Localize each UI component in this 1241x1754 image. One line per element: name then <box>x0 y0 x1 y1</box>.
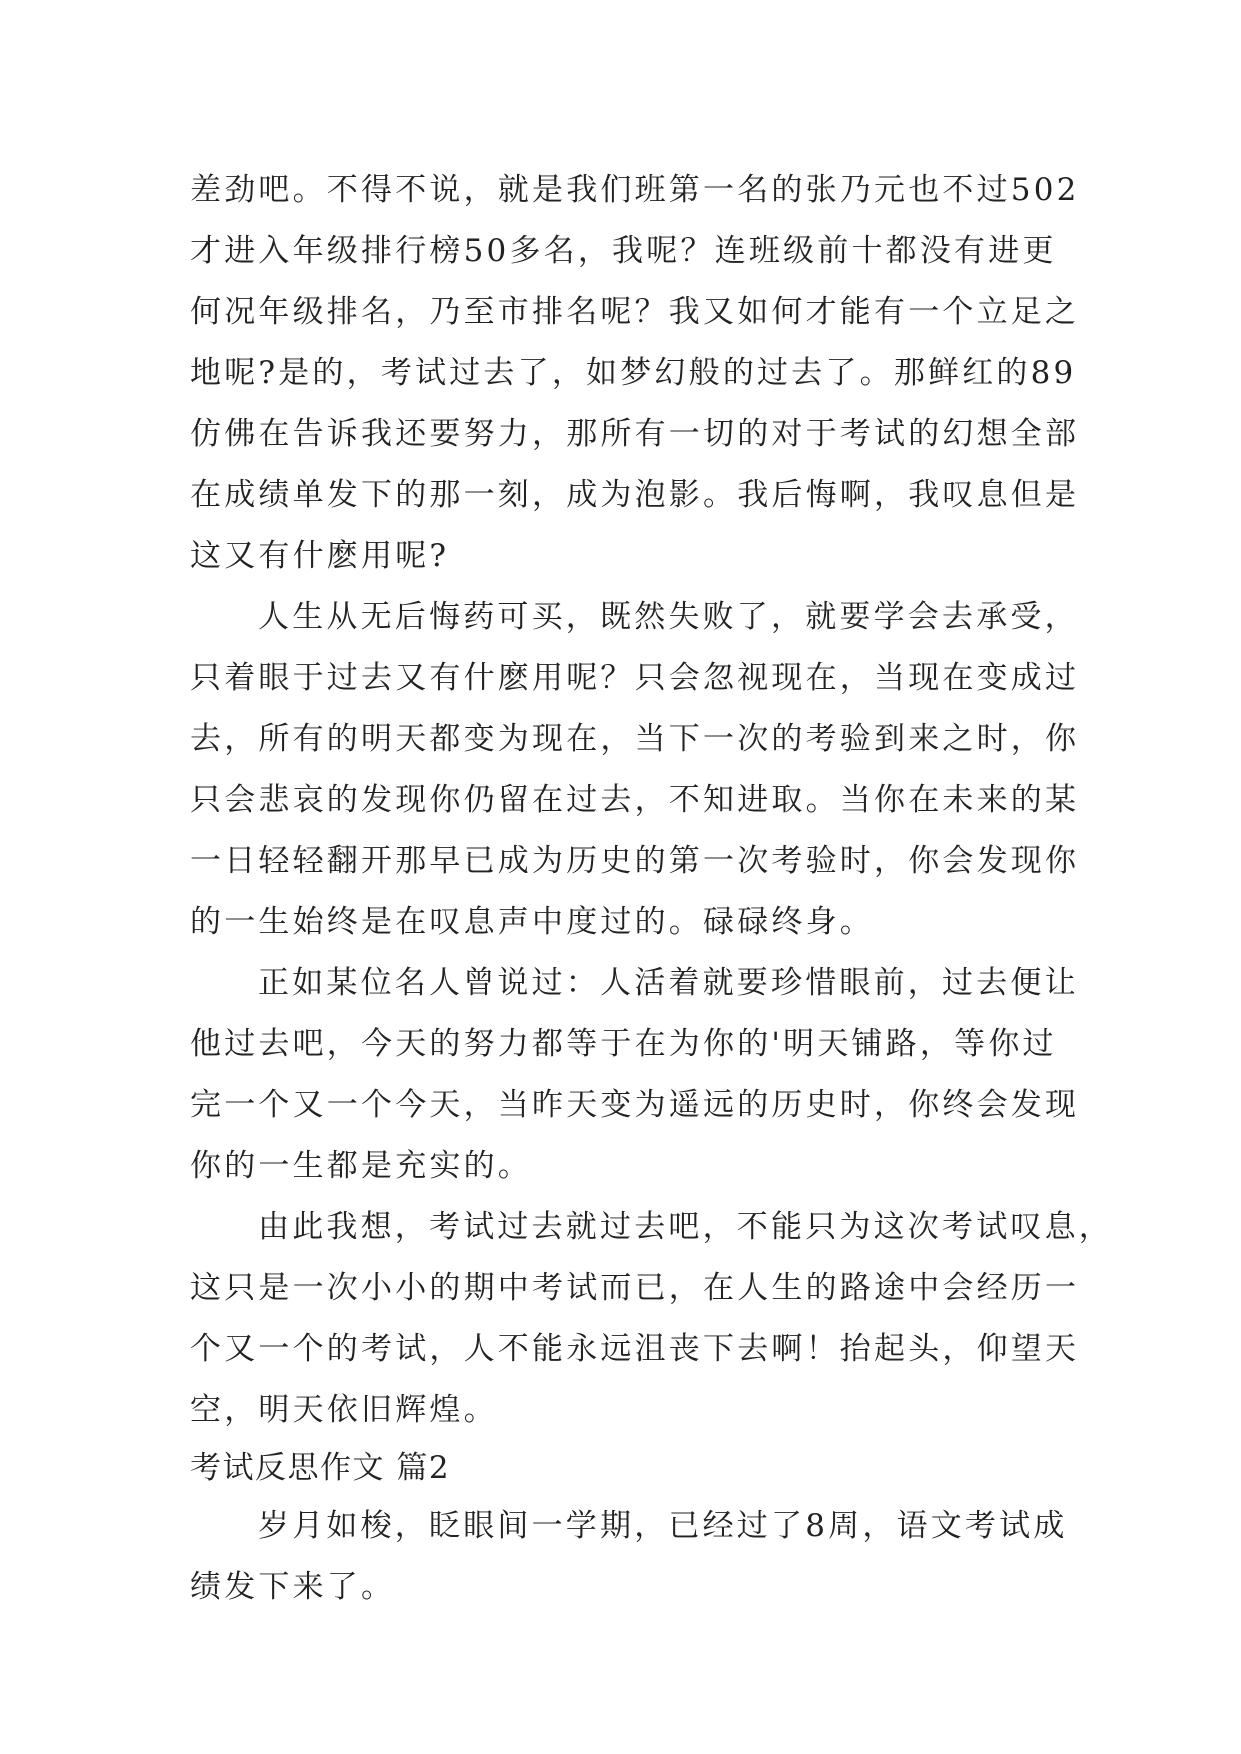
paragraph-start-line: 由此我想，考试过去就过去吧，不能只为这次考试叹息， <box>258 1209 1113 1245</box>
text-line: 这又有什麽用呢? <box>190 538 450 574</box>
text-line: 只着眼于过去又有什麽用呢？只会忽视现在，当现在变成过 <box>190 660 1080 696</box>
text-line: 他过去吧，今天的努力都等于在为你的'明天铺路，等你过 <box>190 1026 1057 1062</box>
text-line: 绩发下来了。 <box>190 1569 396 1605</box>
section-heading: 考试反思作文 篇2 <box>190 1450 451 1486</box>
text-line: 个又一个的考试，人不能永远沮丧下去啊！抬起头，仰望天 <box>190 1331 1080 1367</box>
text-line: 去，所有的明天都变为现在，当下一次的考验到来之时，你 <box>190 721 1080 757</box>
text-line: 在成绩单发下的那一刻，成为泡影。我后悔啊，我叹息但是 <box>190 477 1080 513</box>
text-line: 差劲吧。不得不说，就是我们班第一名的张乃元也不过502 <box>190 172 1080 208</box>
text-line: 地呢?是的，考试过去了，如梦幻般的过去了。那鲜红的89 <box>190 355 1077 391</box>
paragraph-start-line: 正如某位名人曾说过：人活着就要珍惜眼前，过去便让 <box>258 965 1079 1001</box>
text-line: 完一个又一个今天，当昨天变为遥远的历史时，你终会发现 <box>190 1087 1080 1123</box>
text-line: 只会悲哀的发现你仍留在过去，不知进取。当你在未来的某 <box>190 782 1080 818</box>
text-line: 何况年级排名，乃至市排名呢？我又如何才能有一个立足之 <box>190 294 1080 330</box>
essay-body <box>190 160 1113 1618</box>
paragraph-start-line: 岁月如梭，眨眼间一学期，已经过了8周，语文考试成 <box>258 1508 1068 1544</box>
text-line: 你的一生都是充实的。 <box>190 1148 532 1184</box>
text-line: 空，明天依旧辉煌。 <box>190 1392 498 1428</box>
text-line: 才进入年级排行榜50多名，我呢？连班级前十都没有进更 <box>190 233 1057 269</box>
text-line: 一日轻轻翻开那早已成为历史的第一次考验时，你会发现你 <box>190 843 1080 879</box>
text-line: 的一生始终是在叹息声中度过的。碌碌终身。 <box>190 904 874 940</box>
text-line: 这只是一次小小的期中考试而已，在人生的路途中会经历一 <box>190 1270 1080 1306</box>
text-line: 仿佛在告诉我还要努力，那所有一切的对于考试的幻想全部 <box>190 416 1080 452</box>
paragraph-start-line: 人生从无后悔药可买，既然失败了，就要学会去承受， <box>258 599 1079 635</box>
